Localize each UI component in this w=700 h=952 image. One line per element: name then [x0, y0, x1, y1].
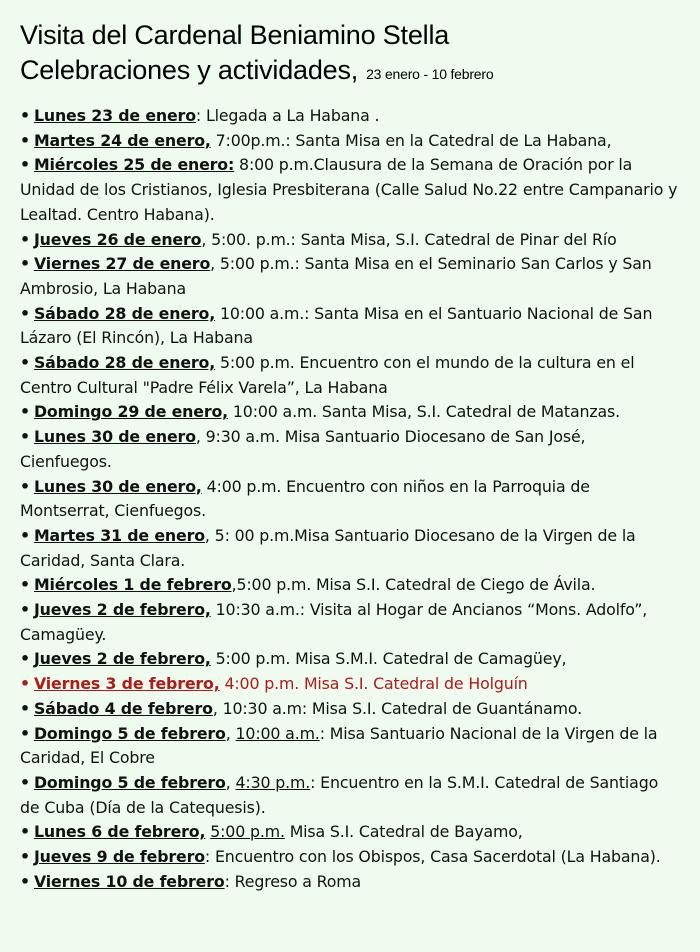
event-item — [20, 697, 680, 722]
event-item — [20, 870, 680, 895]
event-detail-rest: Misa S.I. Catedral de Bayamo, — [284, 822, 523, 842]
event-day-separator: , — [231, 575, 237, 595]
event-day: Martes 24 de enero, — [33, 130, 211, 150]
event-day-separator: : — [204, 847, 211, 867]
bullet-icon: • — [20, 600, 30, 620]
event-day-separator: , — [225, 772, 231, 792]
event-day: Sábado 28 de enero, — [33, 303, 216, 323]
event-item — [20, 598, 680, 647]
title-subtitle: Celebraciones y actividades, — [20, 55, 359, 85]
event-day: Domingo 5 de febrero — [33, 772, 226, 792]
bullet-icon: • — [20, 402, 30, 422]
event-day: Viernes 10 de febrero — [33, 871, 225, 891]
event-item — [20, 351, 680, 400]
event-time: 10:00 a.m. — [235, 723, 320, 743]
bullet-icon: • — [20, 772, 30, 792]
bullet-icon: • — [20, 871, 30, 891]
event-time: 5:00 p.m. — [210, 822, 285, 842]
bullet-icon: • — [20, 229, 30, 249]
event-detail: 5:00 p.m. Misa S.I. Catedral de Ciego de Ávila. — [236, 575, 596, 595]
event-detail: 10:30 a.m.: Visita al Hogar de Ancianos “Mons. Adolfo”, Camagüey. — [20, 600, 648, 644]
event-detail: 10:00 a.m.: Santa Misa en el Santuario Nacional de San Lázaro (El Rincón), La Habana — [20, 303, 653, 348]
bullet-icon: • — [20, 303, 30, 323]
event-day: Domingo 29 de enero, — [33, 402, 229, 422]
event-item — [20, 400, 680, 425]
event-detail: 4:00 p.m. Misa S.I. Catedral de Holguín — [219, 674, 528, 694]
event-day-separator: , — [210, 254, 216, 274]
event-item — [20, 820, 680, 845]
event-day: Lunes 30 de enero — [33, 427, 196, 447]
bullet-icon: • — [20, 254, 30, 274]
event-detail: Encuentro con los Obispos, Casa Sacerdotal (La Habana). — [210, 847, 661, 867]
bullet-icon: • — [20, 847, 30, 867]
event-item — [20, 647, 680, 672]
event-item — [20, 573, 680, 598]
event-day: Jueves 9 de febrero — [33, 847, 205, 867]
event-day-separator: , — [195, 427, 201, 447]
event-detail: 5:00 p.m. Encuentro con el mundo de la cultura en el Centro Cultural "Padre Félix Varela”, La Habana — [20, 353, 635, 397]
event-detail: 10:00 a.m. Santa Misa, S.I. Catedral de Matanzas. — [228, 402, 620, 422]
event-item — [20, 228, 680, 253]
event-item — [20, 252, 680, 301]
event-item — [20, 302, 680, 351]
event-day-separator: , — [212, 698, 218, 718]
event-item — [20, 845, 680, 870]
event-day-separator: , — [204, 525, 210, 545]
event-item — [20, 104, 680, 129]
event-detail: 7:00p.m.: Santa Misa en la Catedral de La Habana, — [210, 130, 612, 150]
event-day: Jueves 2 de febrero, — [33, 600, 211, 620]
event-detail: 10:30 a.m: Misa S.I. Catedral de Guantánamo. — [217, 698, 582, 718]
event-day-separator: , — [225, 723, 231, 743]
event-day: Jueves 2 de febrero, — [33, 649, 211, 669]
event-item — [20, 153, 680, 227]
event-day-separator: : — [195, 106, 202, 125]
bullet-icon: • — [20, 525, 30, 545]
bullet-icon: • — [20, 353, 30, 373]
bullet-icon: • — [20, 130, 30, 150]
title-line-2 — [20, 53, 680, 92]
event-item — [20, 771, 680, 820]
event-item — [20, 425, 680, 474]
event-detail-rest: : Misa Santuario Nacional de la Virgen de la Caridad, El Cobre — [20, 723, 658, 768]
bullet-icon: • — [20, 155, 30, 175]
bullet-icon: • — [20, 476, 30, 496]
event-day: Sábado 28 de enero, — [33, 353, 216, 373]
event-detail: 5:00 p.m.: Santa Misa en el Seminario San Carlos y San Ambrosio, La Habana — [20, 254, 652, 298]
event-detail: 8:00 p.m.Clausura de la Semana de Oración por la Unidad de los Cristianos, Iglesia Presbiterana (Calle Salud No.22 entre Campanario y Lealtad. Centro Habana). — [20, 155, 678, 224]
event-detail: Llegada a La Habana . — [201, 106, 380, 125]
event-day: Lunes 23 de enero — [33, 106, 196, 125]
event-day-separator: : — [224, 871, 230, 891]
event-item — [20, 672, 680, 697]
event-day: Viernes 27 de enero — [33, 254, 211, 274]
event-day: Martes 31 de enero — [33, 525, 205, 545]
event-day: Miércoles 25 de enero: — [33, 155, 235, 175]
event-day: Sábado 4 de febrero — [33, 698, 213, 718]
event-detail: 4:00 p.m. Encuentro con niños en la Parroquia de Montserrat, Cienfuegos. — [20, 476, 590, 521]
bullet-icon: • — [20, 674, 30, 694]
event-day: Viernes 3 de febrero, — [33, 674, 220, 694]
event-detail: 5:00 p.m. Misa S.M.I. Catedral de Camagüey, — [210, 649, 567, 669]
event-day: Jueves 26 de enero — [33, 229, 202, 249]
event-day: Lunes 30 de enero, — [33, 476, 202, 496]
event-detail: Regreso a Roma — [229, 871, 362, 891]
event-item — [20, 722, 680, 771]
event-detail: 5:00. p.m.: Santa Misa, S.I. Catedral de Pinar del Río — [206, 229, 617, 249]
event-item — [20, 524, 680, 573]
event-item — [20, 475, 680, 524]
date-range: 23 enero - 10 febrero — [366, 66, 494, 82]
event-day: Miércoles 1 de febrero — [33, 575, 232, 595]
bullet-icon: • — [20, 698, 30, 718]
event-detail: 9:30 a.m. Misa Santuario Diocesano de San José, Cienfuegos. — [20, 427, 586, 471]
bullet-icon: • — [20, 822, 30, 842]
event-item — [20, 129, 680, 154]
bullet-icon: • — [20, 649, 30, 669]
bullet-icon: • — [20, 575, 30, 595]
page-title — [20, 18, 680, 92]
bullet-icon: • — [20, 106, 30, 125]
event-list — [20, 104, 680, 895]
event-detail: 5: 00 p.m.Misa Santuario Diocesano de la Virgen de la Caridad, Santa Clara. — [20, 525, 636, 570]
event-detail-rest: : Encuentro en la S.M.I. Catedral de Santiago de Cuba (Día de la Catequesis). — [20, 772, 659, 817]
event-day: Lunes 6 de febrero, — [33, 822, 206, 842]
event-day-separator: , — [201, 229, 207, 249]
event-time: 4:30 p.m. — [235, 772, 311, 792]
title-line-1: Visita del Cardenal Beniamino Stella — [20, 20, 450, 50]
event-day: Domingo 5 de febrero — [33, 723, 226, 743]
bullet-icon: • — [20, 723, 30, 743]
bullet-icon: • — [20, 427, 30, 447]
